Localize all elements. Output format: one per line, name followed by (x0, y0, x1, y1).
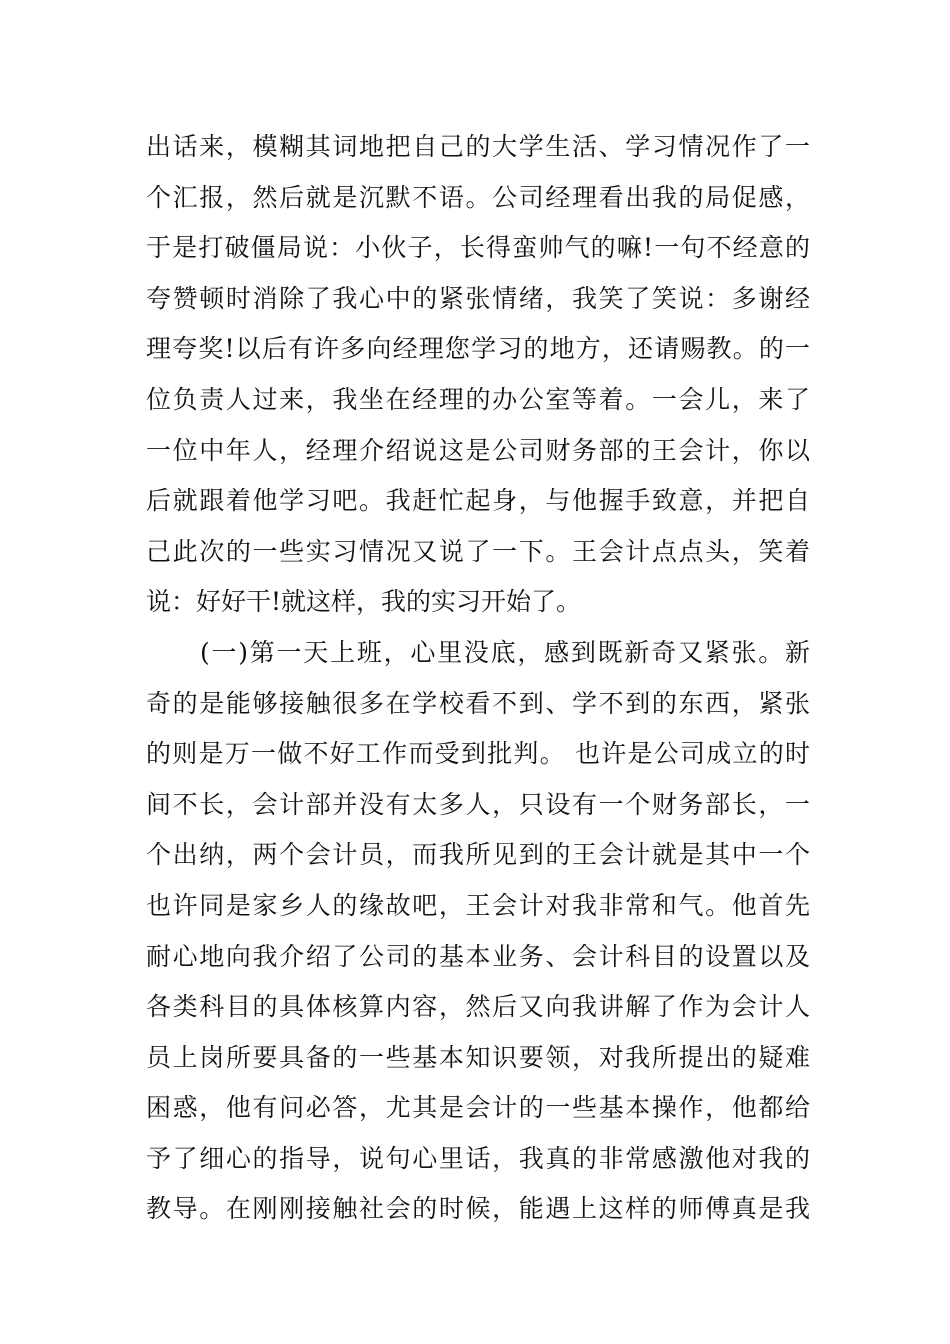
body-text (146, 122, 810, 1235)
text-line: 的则是万一做不好工作而受到批判。 也许是公司成立的时 (146, 739, 810, 769)
text-line: 位负责人过来，我坐在经理的办公室等着。一会儿，来了 (146, 384, 810, 414)
text-line: 也许同是家乡人的缘故吧，王会计对我非常和气。他首先 (146, 890, 810, 920)
paragraph-1 (146, 122, 810, 628)
text-line: 个汇报，然后就是沉默不语。公司经理看出我的局促感， (146, 182, 810, 212)
paragraph-2 (146, 628, 810, 1235)
text-line: 于是打破僵局说：小伙子，长得蛮帅气的嘛!一句不经意的 (146, 233, 810, 263)
text-line: 耐心地向我介绍了公司的基本业务、会计科目的设置以及 (146, 941, 810, 971)
text-line: 一位中年人，经理介绍说这是公司财务部的王会计，你以 (146, 435, 810, 465)
text-line: 予了细心的指导，说句心里话，我真的非常感激他对我的 (146, 1143, 810, 1173)
text-line: 困惑，他有问必答，尤其是会计的一些基本操作，他都给 (146, 1093, 810, 1123)
text-line: 间不长，会计部并没有太多人，只设有一个财务部长，一 (146, 789, 810, 819)
text-line: 各类科目的具体核算内容，然后又向我讲解了作为会计人 (146, 992, 810, 1022)
text-line: 夸赞顿时消除了我心中的紧张情绪，我笑了笑说：多谢经 (146, 283, 810, 313)
text-line: 理夸奖!以后有许多向经理您学习的地方，还请赐教。的一 (146, 334, 810, 364)
text-line: 己此次的一些实习情况又说了一下。王会计点点头，笑着 (146, 536, 810, 566)
text-line: 员上岗所要具备的一些基本知识要领，对我所提出的疑难 (146, 1042, 810, 1072)
text-line: (一)第一天上班，心里没底，感到既新奇又紧张。新 (200, 637, 810, 667)
text-line: 出话来，模糊其词地把自己的大学生活、学习情况作了一 (146, 132, 810, 161)
text-line: 个出纳，两个会计员，而我所见到的王会计就是其中一个 (146, 840, 810, 870)
text-line: 说：好好干!就这样，我的实习开始了。 (146, 587, 582, 617)
text-line: 奇的是能够接触很多在学校看不到、学不到的东西，紧张 (146, 688, 810, 718)
text-line: 教导。在刚刚接触社会的时候，能遇上这样的师傅真是我 (146, 1194, 810, 1224)
text-line: 后就跟着他学习吧。我赶忙起身，与他握手致意，并把自 (146, 486, 810, 516)
